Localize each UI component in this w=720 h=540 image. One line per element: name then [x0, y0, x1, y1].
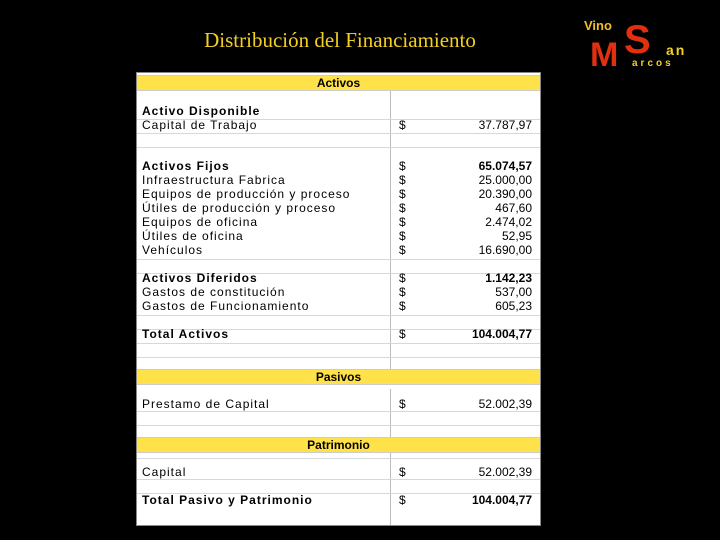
row-divider	[137, 458, 540, 459]
row-capital-trabajo	[137, 118, 540, 132]
currency-symbol: $	[399, 493, 406, 507]
row-label: Útiles de oficina	[142, 229, 244, 243]
row-capital	[137, 465, 540, 479]
row-utiles-oficina	[137, 229, 540, 243]
row-divider	[137, 147, 540, 148]
section-header-pasivos: Pasivos	[137, 369, 540, 385]
currency-symbol: $	[399, 118, 406, 132]
row-label: Prestamo de Capital	[142, 397, 270, 411]
row-label: Gastos de constitución	[142, 285, 286, 299]
row-amount: 467,60	[495, 201, 532, 215]
row-amount: 1.142,23	[485, 271, 532, 285]
row-amount: 65.074,57	[478, 159, 532, 173]
vino-san-marcos-logo	[582, 18, 707, 76]
row-vehiculos	[137, 243, 540, 257]
row-divider	[137, 357, 540, 358]
row-activos-diferidos	[137, 271, 540, 285]
row-label: Infraestructura Fabrica	[142, 173, 286, 187]
row-amount: 2.474,02	[485, 215, 532, 229]
row-amount: 16.690,00	[478, 243, 532, 257]
logo-vino-text: Vino	[584, 18, 612, 33]
row-equipos-oficina	[137, 215, 540, 229]
row-divider	[137, 343, 540, 344]
currency-symbol: $	[399, 465, 406, 479]
row-label: Total Activos	[142, 327, 230, 341]
row-utiles-produccion	[137, 201, 540, 215]
row-divider	[137, 425, 540, 426]
row-label: Total Pasivo y Patrimonio	[142, 493, 313, 507]
row-activos-fijos	[137, 159, 540, 173]
currency-symbol: $	[399, 187, 406, 201]
row-prestamo-capital	[137, 397, 540, 411]
row-divider	[137, 259, 540, 260]
row-label: Activos Fijos	[142, 159, 230, 173]
logo-arcos-text: arcos	[632, 58, 674, 69]
row-label: Vehículos	[142, 243, 204, 257]
financing-table	[136, 72, 541, 526]
row-amount: 37.787,97	[478, 118, 532, 132]
row-gastos-funcionamiento	[137, 299, 540, 313]
row-divider	[137, 133, 540, 134]
currency-symbol: $	[399, 285, 406, 299]
slide-title: Distribución del Financiamiento	[204, 28, 476, 52]
row-total-pasivo-patrimonio	[137, 493, 540, 507]
row-gastos-constitucion	[137, 285, 540, 299]
row-amount: 52.002,39	[478, 397, 532, 411]
row-amount: 52,95	[501, 229, 532, 243]
row-divider	[137, 479, 540, 480]
row-divider	[137, 411, 540, 412]
currency-symbol: $	[399, 215, 406, 229]
row-amount: 52.002,39	[478, 465, 532, 479]
currency-symbol: $	[399, 299, 406, 313]
section-header-activos: Activos	[137, 75, 540, 91]
row-label: Equipos de producción y proceso	[142, 187, 351, 201]
row-amount: 20.390,00	[478, 187, 532, 201]
currency-symbol: $	[399, 229, 406, 243]
currency-symbol: $	[399, 271, 406, 285]
row-infraestructura	[137, 173, 540, 187]
row-label: Capital	[142, 465, 187, 479]
row-label: Gastos de Funcionamiento	[142, 299, 310, 313]
row-total-activos	[137, 327, 540, 341]
row-amount: 605,23	[495, 299, 532, 313]
row-label: Útiles de producción y proceso	[142, 201, 337, 215]
row-label: Activo Disponible	[142, 104, 261, 118]
row-activo-disponible	[137, 103, 540, 117]
row-label: Capital de Trabajo	[142, 118, 258, 132]
column-divider	[390, 453, 391, 525]
currency-symbol: $	[399, 173, 406, 187]
row-equipos-produccion	[137, 187, 540, 201]
row-amount: 25.000,00	[478, 173, 532, 187]
currency-symbol: $	[399, 327, 406, 341]
row-amount: 104.004,77	[471, 493, 532, 507]
row-amount: 104.004,77	[471, 327, 532, 341]
logo-letter-m: M	[590, 36, 619, 74]
row-amount: 537,00	[495, 285, 532, 299]
row-label: Activos Diferidos	[142, 271, 258, 285]
section-header-patrimonio: Patrimonio	[137, 437, 540, 453]
currency-symbol: $	[399, 397, 406, 411]
currency-symbol: $	[399, 243, 406, 257]
currency-symbol: $	[399, 201, 406, 215]
row-label: Equipos de oficina	[142, 215, 259, 229]
row-divider	[137, 315, 540, 316]
currency-symbol: $	[399, 159, 406, 173]
logo-letter-s: S	[624, 18, 651, 62]
logo-an-text: an	[666, 42, 687, 58]
